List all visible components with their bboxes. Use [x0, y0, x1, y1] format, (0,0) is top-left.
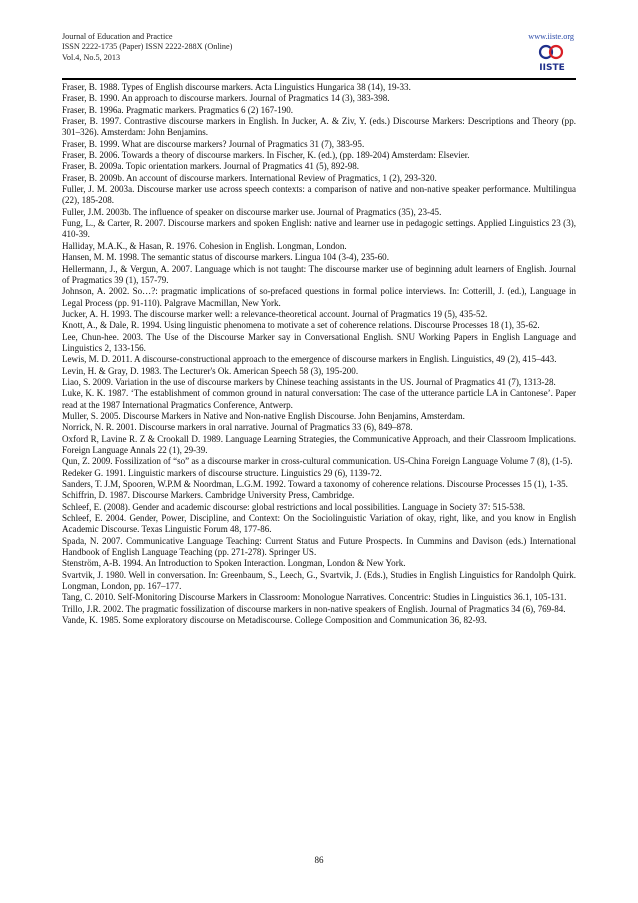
reference-entry: Fraser, B. 2009a. Topic orientation markers. Journal of Pragmatics 41 (5), 892-98.: [62, 161, 360, 172]
reference-entry: Knott, A., & Dale, R. 1994. Using linguistic phenomena to motivate a set of coherence relations. Discourse Processes 18 (1), 35-62.: [62, 320, 540, 331]
journal-volume: Vol.4, No.5, 2013: [62, 52, 121, 62]
reference-entry: Liao, S. 2009. Variation in the use of discourse markers by Chinese teaching assistants in the US. Journal of Pragmatics 41 (7), 1313-28.: [62, 376, 556, 387]
reference-entry: Fraser, B. 1990. An approach to discourse markers. Journal of Pragmatics 14 (3), 383-398.: [62, 93, 390, 104]
reference-entry: Fuller, J.M. 2003b. The influence of speaker on discourse marker use. Journal of Pragmatics (35), 23-45.: [62, 206, 442, 217]
logo-text: IISTE: [539, 63, 565, 73]
reference-entry: Fuller, J. M. 2003a. Discourse marker use across speech contexts: a comparison of native and non-native speaker performance. Multilingua (22), 185-208.: [62, 184, 576, 206]
reference-entry: Hansen, M. M. 1998. The semantic status of discourse markers. Lingua 104 (3-4), 235-60.: [62, 252, 389, 263]
reference-entry: Spada, N. 2007. Communicative Language Teaching: Current Status and Future Prospects. In Cummins and Davison (eds.) International Handbook of English Language Teaching (pp. 271-278). Springer US.: [62, 535, 576, 558]
reference-entry: Levin, H. & Gray, D. 1983. The Lecturer's Ok. American Speech 58 (3), 195-200.: [62, 365, 359, 376]
journal-title: Journal of Education and Practice: [62, 32, 173, 41]
reference-entry: Norrick, N. R. 2001. Discourse markers in oral narrative. Journal of Pragmatics 33 (6), 849–878.: [62, 422, 413, 433]
reference-entry: Redeker G. 1991. Linguistic markers of discourse structure. Linguistics 29 (6), 1139-72.: [62, 467, 382, 478]
reference-entry: Hellermann, J., & Vergun, A. 2007. Language which is not taught: The discourse marker use of beginning adult learners of English. Journal of Pragmatics 39 (1), 157-79.: [62, 263, 576, 285]
reference-entry: Fraser, B. 1996a. Pragmatic markers. Pragmatics 6 (2) 167-190.: [62, 104, 294, 115]
reference-entry: Lee, Chun-hee. 2003. The Use of the Discourse Marker say in Conversational English. SNU Working Papers in English Language and Linguistics 2, 133-156.: [62, 331, 576, 353]
reference-entry: Sanders, T. J.M, Spooren, W.P.M & Noordman, L.G.M. 1992. Toward a taxonomy of coherence relations. Discourse Processes 15 (1), 1-35.: [62, 479, 568, 490]
page-number: 86: [314, 855, 324, 865]
reference-entry: Fung, L., & Carter, R. 2007. Discourse markers and spoken English: native and learner use in pedagogic settings. Applied Linguistics 23 (3), 410-39.: [62, 218, 576, 240]
reference-entry: Fraser, B. 1988. Types of English discourse markers. Acta Linguistics Hungarica 38 (14), 19-33.: [62, 82, 411, 92]
page-header: [62, 32, 576, 82]
reference-entry: Fraser, B. 1999. What are discourse markers? Journal of Pragmatics 31 (7), 383-95.: [62, 138, 365, 149]
iiste-logo: [532, 44, 572, 74]
reference-entry: Muller, S. 2005. Discourse Markers in Native and Non-native English Discourse. John Benjamins, Amsterdam.: [62, 410, 465, 421]
reference-list: [62, 82, 576, 627]
reference-entry: Johnson, A. 2002. So…?: pragmatic implications of so-prefaced questions in formal police interviews. In: Cotterill, J. (ed.), Language in Legal Process (pp. 91-110). Palgrave Macmillan, New York.: [62, 286, 576, 308]
reference-entry: Fraser, B. 2006. Towards a theory of discourse markers. In Fischer, K. (ed.), (pp. 189-204) Amsterdam: Elsevier.: [62, 150, 470, 161]
reference-entry: Tang, C. 2010. Self-Monitoring Discourse Markers in Classroom: Monologue Narratives. Concentric: Studies in Linguistics 36.1, 105-131.: [62, 592, 567, 603]
journal-website-link[interactable]: www.iiste.org: [528, 32, 574, 41]
reference-entry: Schiffrin, D. 1987. Discourse Markers. Cambridge University Press, Cambridge.: [62, 490, 355, 501]
reference-entry: Svartvik, J. 1980. Well in conversation. In: Greenbaum, S., Leech, G., Svartvik, J. (Eds.), Studies in English Linguistics for Randolph Quirk. Longman, London, pp. 167–177.: [62, 569, 576, 592]
reference-entry: Vande, K. 1985. Some exploratory discourse on Metadiscourse. College Composition and Communication 36, 82-93.: [62, 615, 487, 626]
reference-entry: Stenström, A-B. 1994. An Introduction to Spoken Interaction. Longman, London & New York.: [62, 558, 406, 569]
reference-entry: Trillo, J.R. 2002. The pragmatic fossilization of discourse markers in non-native speakers of English. Journal of Pragmatics 34 (6), 769-84.: [62, 603, 566, 614]
reference-entry: Fraser, B. 2009b. An account of discourse markers. International Review of Pragmatics, 1 (2), 293-320.: [62, 172, 437, 183]
reference-entry: Schleef, E. (2008). Gender and academic discourse: global restrictions and local possibilities. Language in Society 37: 515-538.: [62, 501, 526, 512]
reference-entry: Luke, K. K. 1987. ‘The establishment of common ground in natural conversation: The case of the utterance particle LA in Cantonese’. Paper read at the 1987 International Pragmatics Conference, Antwerp.: [62, 388, 576, 410]
reference-entry: Schleef, E. 2004. Gender, Power, Discipline, and Context: On the Sociolinguistic Variation of okay, right, like, and you know in English Academic Discourse. Texas Linguistic Forum 48, 177-86.: [62, 513, 576, 535]
reference-entry: Qun, Z. 2009. Fossilization of “so” as a discourse marker in cross-cultural communication. US-China Foreign Language Volume 7 (8), (1-5).: [62, 456, 573, 467]
journal-info: [62, 32, 232, 63]
reference-entry: Oxford R, Lavine R. Z & Crookall D. 1989. Language Learning Strategies, the Communicative Approach, and their Classroom Implications. Foreign Language Annals 22 (1), 29-39.: [62, 433, 576, 455]
reference-entry: Jucker, A. H. 1993. The discourse marker well: a relevance-theoretical account. Journal of Pragmatics 19 (5), 435-52.: [62, 308, 488, 319]
journal-issn: ISSN 2222-1735 (Paper) ISSN 2222-288X (Online): [62, 42, 233, 52]
reference-entry: Halliday, M.A.K., & Hasan, R. 1976. Cohesion in English. Longman, London.: [62, 240, 347, 251]
reference-entry: Fraser, B. 1997. Contrastive discourse markers in English. In Jucker, A. & Ziv, Y. (eds.) Discourse Markers: Descriptions and Theory (pp. 301–326). Amsterdam: John Benjamins.: [62, 116, 576, 138]
header-divider: [62, 78, 576, 80]
reference-entry: Lewis, M. D. 2011. A discourse-constructional approach to the emergence of discourse markers in English. Linguistics, 49 (2), 415–443.: [62, 354, 557, 365]
